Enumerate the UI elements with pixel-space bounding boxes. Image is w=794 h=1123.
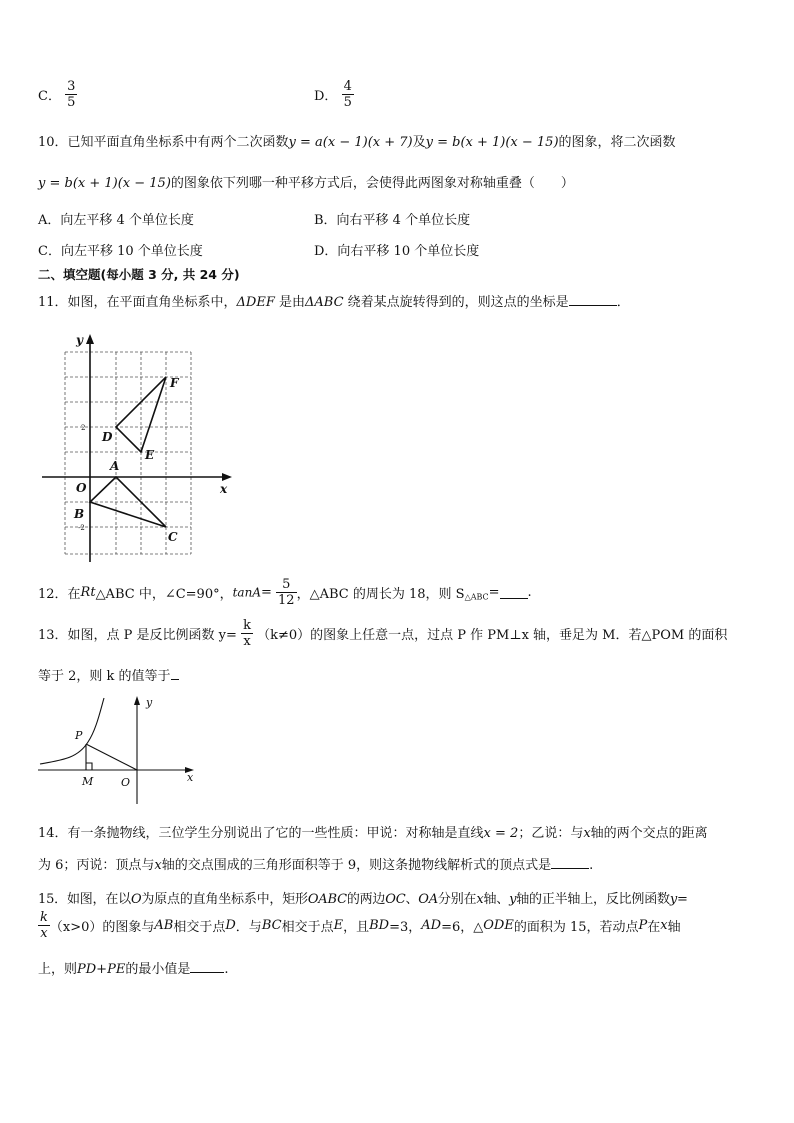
text: 轴的交点围成的三角形面积等于 9，则这条抛物线解析式的顶点式是: [161, 858, 552, 873]
variable: D: [225, 918, 236, 933]
q15-line1: [38, 888, 688, 907]
text: 12．在: [38, 587, 81, 602]
text: 15．如图，在以: [38, 892, 131, 907]
q9-option-d: [314, 79, 354, 110]
text: 的图象依下列哪一种平移方式后，会使得此两图象对称轴重叠（ ）: [170, 176, 574, 191]
text: 13．如图，点 P 是反比例函数 y=: [38, 628, 237, 643]
point-m-label: M: [82, 775, 94, 788]
text: 、: [405, 892, 419, 907]
text: =3，: [389, 920, 422, 935]
q11-text: [38, 291, 630, 310]
q13-line1: [38, 618, 727, 649]
text: =: [260, 585, 272, 600]
fraction: [276, 577, 297, 608]
text: ．与: [235, 920, 262, 935]
denominator: x: [243, 634, 251, 649]
text: 相交于点: [281, 920, 334, 935]
text: 的面积为 15，若动点: [513, 920, 639, 935]
text: ，且: [343, 920, 370, 935]
fraction: [342, 79, 354, 110]
text: 相交于点: [173, 920, 226, 935]
text: 的两边: [346, 892, 386, 907]
section-heading: 二、填空题(每小题 3 分, 共 24 分): [38, 267, 240, 282]
text: 轴的两个交点的距离: [590, 826, 708, 841]
text: 轴: [667, 920, 681, 935]
formula: y = b(x + 1)(x − 15): [38, 176, 171, 191]
text: 轴的正半轴上，反比例函数: [516, 892, 670, 907]
text: 绕着某点旋转得到的，则这点的坐标是: [343, 295, 569, 310]
numerator: 3: [67, 79, 76, 94]
option-label: C．: [38, 89, 61, 104]
q14-line1: [38, 822, 708, 841]
answer-blank: [190, 960, 224, 973]
point-b-label: B: [74, 507, 85, 521]
text: .: [589, 858, 594, 873]
variable: x: [583, 826, 591, 841]
tick-label-minus-2: -2: [78, 524, 85, 532]
text: 的最小值是: [125, 962, 191, 977]
x-axis-label: x: [220, 482, 228, 496]
q15-line2: [38, 910, 681, 941]
point-c-label: C: [168, 530, 178, 544]
q14-line2: [38, 854, 593, 873]
variable: E: [333, 918, 344, 933]
text: ，△ABC 的周长为 18，则 S: [296, 587, 465, 602]
subscript: △ABC: [464, 592, 489, 602]
denominator: 12: [278, 593, 295, 608]
text: 是由: [274, 295, 306, 310]
formula: y = b(x + 1)(x − 15): [425, 135, 559, 150]
variable: O: [130, 892, 142, 907]
text: 等于 2，则 k 的值等于: [38, 669, 171, 684]
point-d-label: D: [102, 430, 113, 444]
point-e-label: E: [145, 448, 155, 462]
numerator: 5: [276, 577, 297, 593]
variable: BC: [261, 918, 282, 933]
variable: P: [638, 918, 648, 933]
answer-blank: [500, 586, 528, 599]
q15-line3: [38, 958, 228, 977]
text: ；乙说：与: [518, 826, 584, 841]
q10-line2: [38, 172, 574, 191]
formula: y = a(x − 1)(x + 7): [288, 135, 413, 150]
denominator: x: [40, 926, 48, 941]
x-axis-label: x: [187, 771, 194, 784]
variable: OABC: [307, 892, 347, 907]
fraction: [241, 618, 253, 649]
text: 为原点的直角坐标系中，矩形: [141, 892, 308, 907]
text: =: [677, 892, 688, 907]
numerator: k: [243, 618, 251, 633]
variable: PD+PE: [77, 962, 126, 977]
right-angle-mark: [86, 763, 92, 770]
text: .: [224, 962, 229, 977]
text: Rt: [80, 585, 96, 600]
y-axis-label: y: [76, 333, 83, 347]
q13-line2: [38, 665, 179, 684]
q11-figure: [38, 330, 238, 566]
y-axis-label: y: [146, 696, 153, 709]
variable: AD: [421, 918, 442, 933]
text: 在: [647, 920, 661, 935]
variable: AB: [154, 918, 174, 933]
text: 轴、: [483, 892, 510, 907]
q13-figure: [38, 692, 208, 807]
variable: x: [660, 918, 668, 933]
segment-po: [86, 744, 137, 770]
denominator: 5: [67, 95, 76, 110]
variable: BD: [369, 918, 390, 933]
text: =6，△: [441, 920, 484, 935]
numerator: k: [40, 910, 48, 925]
variable: ODE: [483, 918, 514, 933]
point-f-label: F: [170, 376, 179, 390]
text: 11．如图，在平面直角坐标系中，: [38, 295, 237, 310]
answer-blank: [551, 856, 589, 869]
text: .: [527, 585, 532, 600]
text: （x>0）的图象与: [49, 920, 155, 935]
text: △ABC 中，∠C=90°，: [95, 587, 233, 602]
text: （k≠0）的图象上任意一点，过点 P 作 PM⊥x 轴，垂足为 M．若△POM 的面积: [257, 628, 728, 643]
answer-blank: [569, 293, 617, 306]
point-p-label: P: [75, 729, 83, 742]
text: 分别在: [437, 892, 477, 907]
q12-text: [38, 577, 532, 608]
option-label: D．: [314, 89, 338, 104]
text: 10．已知平面直角坐标系中有两个二次函数: [38, 135, 289, 150]
hyperbola-curve: [40, 698, 104, 764]
origin-label: O: [121, 776, 131, 789]
variable: y: [669, 892, 677, 907]
origin-label: O: [76, 481, 87, 495]
q10-line1: [38, 131, 676, 150]
triangle-name: ΔABC: [305, 295, 344, 310]
triangle-name: ΔDEF: [236, 295, 275, 310]
numerator: 4: [343, 79, 352, 94]
variable: y: [509, 892, 517, 907]
q10-option-c: C．向左平移 10 个单位长度: [38, 244, 203, 259]
answer-blank: [171, 667, 179, 680]
text: tanA: [232, 585, 261, 600]
variable: x: [476, 892, 484, 907]
fraction: [65, 79, 77, 110]
variable: OC: [385, 892, 406, 907]
denominator: 5: [343, 95, 352, 110]
text: ．: [616, 295, 630, 310]
text: 14．有一条抛物线，三位学生分别说出了它的一些性质：甲说：对称轴是直线: [38, 826, 484, 841]
text: 上，则: [38, 962, 78, 977]
formula: x = 2: [483, 826, 519, 841]
text: =: [488, 585, 500, 600]
q10-option-a: A．向左平移 4 个单位长度: [38, 213, 194, 228]
variable: x: [154, 858, 162, 873]
text: 及: [412, 135, 426, 150]
fraction: [38, 910, 50, 941]
point-a-label: A: [110, 459, 120, 473]
q9-option-c: [38, 79, 77, 110]
text: 的图象，将二次函数: [558, 135, 676, 150]
text: 为 6；丙说：顶点与: [38, 858, 155, 873]
q10-option-b: B．向右平移 4 个单位长度: [314, 213, 471, 228]
variable: OA: [418, 892, 438, 907]
q10-option-d: D．向右平移 10 个单位长度: [314, 244, 480, 259]
tick-label-2: 2: [81, 424, 86, 432]
